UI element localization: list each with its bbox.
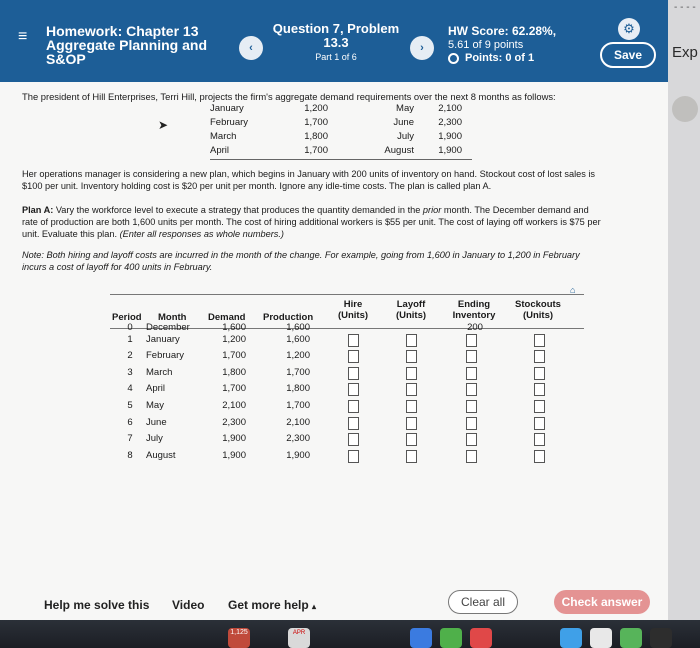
cell-production: 2,100	[286, 417, 310, 428]
demand-row	[210, 117, 472, 131]
cell-demand: 1,200	[222, 334, 246, 345]
dock-app-icon-5[interactable]	[470, 628, 492, 648]
side-avatar	[672, 96, 698, 122]
dock-app-icon-3[interactable]	[410, 628, 432, 648]
stockouts-input[interactable]	[534, 350, 545, 363]
header-layoff-line2: (Units)	[395, 310, 427, 321]
demand-month-a: April	[210, 145, 230, 156]
hire-input[interactable]	[348, 400, 359, 413]
layoff-input[interactable]	[406, 383, 417, 396]
layoff-input[interactable]	[406, 350, 417, 363]
header-hire-line2: (Units)	[337, 310, 369, 321]
cell-demand: 1,700	[222, 350, 246, 361]
hire-input[interactable]	[348, 367, 359, 380]
table-row	[110, 400, 584, 416]
problem-intro: The president of Hill Enterprises, Terri Hill, projects the firm's aggregate demand requirements over the next 8 months as follows:	[22, 91, 556, 102]
demand-value-b: 1,900	[438, 131, 462, 142]
header-ending-inventory	[450, 299, 498, 321]
hire-input[interactable]	[348, 433, 359, 446]
question-part: Part 1 of 6	[315, 52, 357, 62]
homework-title-line2: Aggregate Planning and	[46, 37, 208, 53]
ending-input[interactable]	[466, 383, 477, 396]
layoff-input[interactable]	[406, 334, 417, 347]
header-demand: Demand	[208, 312, 246, 323]
dock-badge-1: 1,125	[230, 629, 248, 636]
cell-demand: 1,600	[222, 322, 246, 333]
mouse-cursor-icon: ➤	[158, 118, 169, 132]
header-layoff-line1: Layoff	[396, 299, 426, 310]
demand-table	[210, 103, 472, 160]
cell-month: August	[146, 450, 176, 461]
demand-month-a: March	[210, 131, 237, 142]
table-row	[110, 367, 584, 383]
settings-button[interactable]	[618, 18, 640, 40]
layoff-input[interactable]	[406, 367, 417, 380]
para1-line2: $100 per unit. Inventory holding cost is $20 per unit per month. Ignore any idle-time costs. The plan is called plan A.	[22, 181, 492, 191]
header-layoff	[392, 299, 430, 321]
plan-a-label: Plan A:	[22, 205, 54, 215]
cell-demand: 1,900	[222, 433, 246, 444]
layoff-input[interactable]	[406, 400, 417, 413]
cell-month: July	[146, 433, 163, 444]
paragraph-plan-context	[22, 168, 658, 192]
layoff-input[interactable]	[406, 450, 417, 463]
cell-demand: 2,100	[222, 400, 246, 411]
check-answer-button[interactable]: Check answer	[554, 590, 650, 614]
table-row	[110, 417, 584, 433]
side-panel	[668, 0, 700, 620]
header-hire-line1: Hire	[343, 299, 363, 310]
cell-month: February	[146, 350, 185, 361]
question-title	[268, 22, 404, 50]
layoff-input[interactable]	[406, 433, 417, 446]
para1-line1: Her operations manager is considering a new plan, which begins in January with 200 units of inventory on hand. Stockout cost of lost sales is	[22, 169, 596, 179]
stockouts-input[interactable]	[534, 400, 545, 413]
dock-badge-2: APR	[292, 630, 306, 636]
cell-period: 2	[127, 350, 133, 361]
hire-input[interactable]	[348, 450, 359, 463]
demand-month-b: June	[393, 117, 414, 128]
stockouts-input[interactable]	[534, 334, 545, 347]
cell-demand: 1,700	[222, 383, 246, 394]
paragraph-note	[22, 249, 658, 273]
ending-input[interactable]	[466, 367, 477, 380]
gear-icon: ⚙	[623, 21, 635, 36]
previous-question-button[interactable]	[239, 36, 263, 60]
ending-input[interactable]	[466, 417, 477, 430]
homework-title	[46, 24, 226, 66]
header-production: Production	[263, 312, 314, 323]
stockouts-input[interactable]	[534, 433, 545, 446]
cell-month: December	[146, 322, 190, 333]
question-title-line2: 13.3	[323, 35, 349, 50]
next-question-button[interactable]	[410, 36, 434, 60]
hamburger-icon[interactable]: ≡	[18, 28, 28, 45]
expand-table-icon[interactable]: ⌂	[570, 285, 576, 295]
cell-production: 1,600	[286, 334, 310, 345]
plan-a-line3-pre: unit. Evaluate this plan.	[22, 229, 120, 239]
homework-title-line1: Homework: Chapter 13	[46, 23, 199, 39]
demand-value-b: 1,900	[438, 145, 462, 156]
cell-production: 1,600	[286, 322, 310, 333]
cell-period: 3	[127, 367, 133, 378]
header-ending-line2: Inventory	[452, 310, 496, 321]
side-exp-label[interactable]: Exp	[672, 44, 698, 61]
layoff-input[interactable]	[406, 417, 417, 430]
chevron-left-icon: ‹	[249, 42, 253, 54]
plan-a-line1-pre: Vary the workforce level to execute a strategy that produces the quantity demanded in the	[53, 205, 423, 215]
cell-period: 1	[127, 334, 133, 345]
demand-value-a: 1,700	[304, 117, 328, 128]
stockouts-input[interactable]	[534, 367, 545, 380]
cell-production: 2,300	[286, 433, 310, 444]
note-line2: incurs a cost of layoff for 400 units in February.	[22, 262, 213, 272]
hire-input[interactable]	[348, 350, 359, 363]
ending-inventory-initial: 200	[467, 322, 483, 333]
cell-period: 5	[127, 400, 133, 411]
demand-month-b: May	[396, 103, 414, 114]
cell-month: May	[146, 400, 164, 411]
hw-score: HW Score: 62.28%,	[448, 24, 557, 38]
hire-input[interactable]	[348, 334, 359, 347]
demand-row	[210, 103, 472, 117]
get-more-help-link[interactable]	[228, 598, 316, 612]
cell-production: 1,900	[286, 450, 310, 461]
video-link[interactable]: Video	[172, 598, 205, 612]
cell-month: April	[146, 383, 166, 394]
header-period: Period	[112, 312, 142, 323]
cell-production: 1,800	[286, 383, 310, 394]
points-indicator	[448, 52, 534, 64]
cell-demand: 1,900	[222, 450, 246, 461]
points-text: Points: 0 of 1	[465, 52, 535, 64]
demand-value-b: 2,300	[438, 117, 462, 128]
plan-a-line1-post: month. The December demand and	[441, 205, 589, 215]
demand-value-a: 1,700	[304, 145, 328, 156]
dock-app-icon-9[interactable]	[650, 628, 672, 648]
question-content	[0, 82, 668, 585]
demand-value-a: 1,200	[304, 103, 328, 114]
header-stockouts-line2: (Units)	[522, 310, 554, 321]
table-row	[110, 433, 584, 449]
table-row	[110, 350, 584, 366]
cell-period: 0	[127, 322, 133, 333]
ending-input[interactable]	[466, 334, 477, 347]
cell-month: June	[146, 417, 167, 428]
side-topmark: - - - -	[674, 2, 696, 13]
hire-input[interactable]	[348, 383, 359, 396]
header-ending-line1: Ending	[457, 299, 491, 310]
ending-input[interactable]	[466, 450, 477, 463]
plan-a-line3-em: (Enter all responses as whole numbers.)	[119, 229, 284, 239]
demand-row	[210, 131, 472, 145]
stockouts-input[interactable]	[534, 450, 545, 463]
cell-month: January	[146, 334, 180, 345]
table-row	[110, 383, 584, 399]
hire-input[interactable]	[348, 417, 359, 430]
note-line1: Note: Both hiring and layoff costs are incurred in the month of the change. For example, going from 1,600 in January to 1,200 in February	[22, 250, 580, 260]
stockouts-input[interactable]	[534, 383, 545, 396]
cell-period: 8	[127, 450, 133, 461]
dock-app-icon-4[interactable]	[440, 628, 462, 648]
demand-row	[210, 145, 472, 159]
cell-demand: 1,800	[222, 367, 246, 378]
cell-period: 4	[127, 383, 133, 394]
stockouts-input[interactable]	[534, 417, 545, 430]
help-me-solve-link[interactable]: Help me solve this	[44, 598, 150, 612]
save-button[interactable]: Save	[600, 42, 656, 68]
ending-input[interactable]	[466, 350, 477, 363]
plan-table	[110, 285, 584, 461]
homework-title-line3: S&OP	[46, 51, 86, 67]
demand-month-a: February	[210, 117, 249, 128]
dock-app-icon-7[interactable]	[590, 628, 612, 648]
demand-value-a: 1,800	[304, 131, 328, 142]
get-more-help-label: Get more help	[228, 598, 309, 612]
plan-a-line2: rate of production are both 1,600 units per month. The cost of hiring additional workers is $55 per unit. The cost of laying off workers is $75 per	[22, 217, 601, 227]
demand-month-b: July	[397, 131, 414, 142]
ending-input[interactable]	[466, 400, 477, 413]
plan-a-line1-em: prior	[422, 205, 442, 215]
cell-production: 1,700	[286, 400, 310, 411]
circle-icon	[448, 53, 459, 64]
cell-production: 1,700	[286, 367, 310, 378]
header-month: Month	[158, 312, 187, 323]
table-row	[110, 450, 584, 466]
clear-all-button[interactable]: Clear all	[448, 590, 518, 614]
demand-month-b: August	[384, 145, 414, 156]
hw-progress: 5.61 of 9 points	[448, 39, 524, 51]
cell-production: 1,200	[286, 350, 310, 361]
dock-app-icon-6[interactable]	[560, 628, 582, 648]
cell-period: 6	[127, 417, 133, 428]
paragraph-plan-a	[22, 204, 658, 240]
table-row	[110, 334, 584, 350]
assignment-header	[0, 0, 668, 82]
cell-month: March	[146, 367, 173, 378]
chevron-right-icon: ›	[420, 42, 424, 54]
cell-demand: 2,300	[222, 417, 246, 428]
calendar-icon[interactable]	[288, 628, 310, 648]
ending-input[interactable]	[466, 433, 477, 446]
header-stockouts	[512, 299, 564, 321]
demand-value-b: 2,100	[438, 103, 462, 114]
demand-month-a: January	[210, 103, 244, 114]
header-hire	[336, 299, 370, 321]
caret-up-icon: ▴	[312, 602, 317, 611]
dock-app-icon-8[interactable]	[620, 628, 642, 648]
question-title-line1: Question 7, Problem	[272, 21, 400, 36]
header-stockouts-line1: Stockouts	[515, 299, 561, 310]
dock-app-icon-1[interactable]	[228, 628, 250, 648]
cell-period: 7	[127, 433, 133, 444]
